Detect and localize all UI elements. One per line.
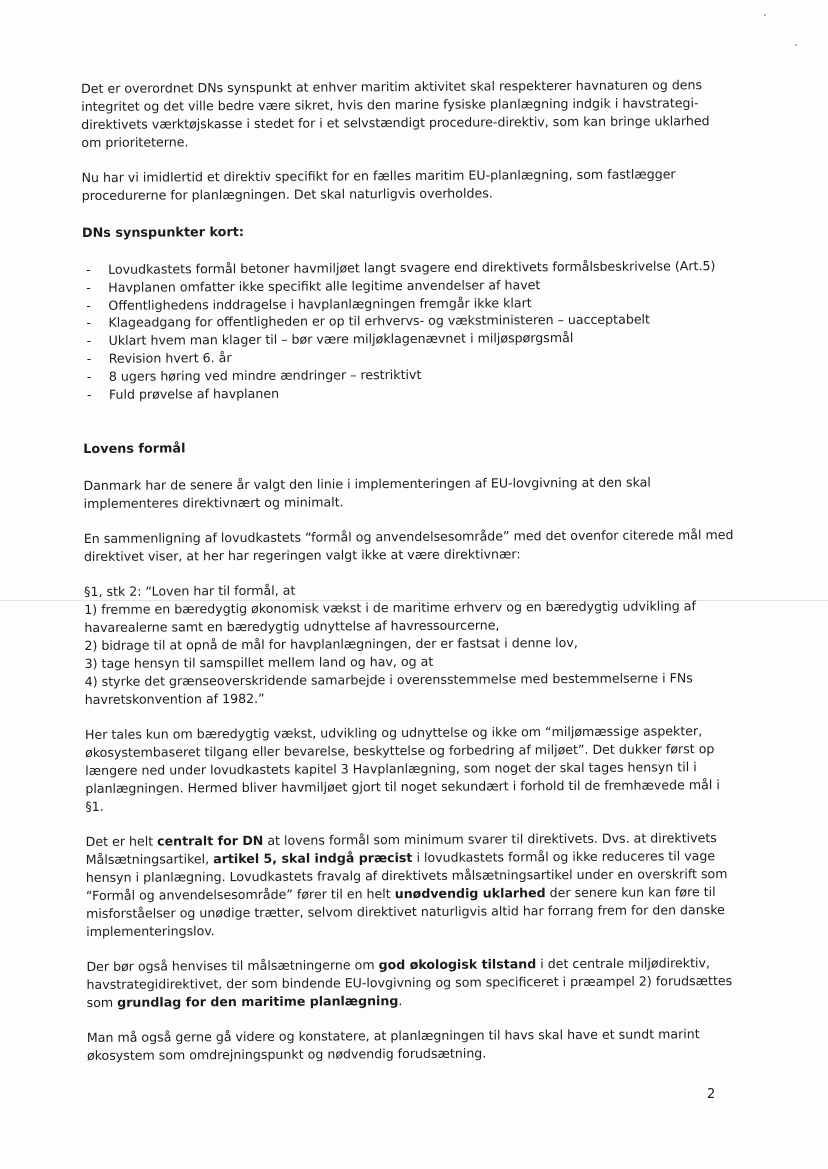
emphasis-planning-basis: grundlag for den maritime planlægning	[117, 993, 399, 1011]
page-body	[81, 76, 737, 1065]
text-run: der senere kun kan føre til misforståelser og unødige trætter, selvom direktivet naturligvis altid har forrang frem for den danske implementeringslov.	[86, 884, 725, 940]
list-item: - Revision hvert 6. år	[83, 346, 733, 368]
text-run: at lovens formål som minimum svarer til direktivets. Dvs. at direktivets Målsætningsartikel,	[85, 830, 717, 868]
emphasis-central: centralt for DN	[157, 833, 264, 849]
list-item: - Offentlighedens inddragelse i havplanlægningen fremgår ikke klart	[82, 293, 732, 315]
text-run: Det er helt	[85, 833, 158, 850]
list-item: - Havplanen omfatter ikke specifikt alle legitime anvendelser af havet	[82, 275, 732, 297]
list-item: - Fuld prøvelse af havplanen	[83, 382, 733, 404]
text-run: i det centrale miljødirektiv, havstrategidirektivet, der som bindende EU-lovgivning og som specificeret i præampel 2) forudsættes som	[86, 955, 733, 1011]
intro-paragraph-1: Det er overordnet DNs synspunkt at enhver maritim aktivitet skal respekterer havnaturen og dens integritet og det ville bedre være sikret, hvis den marine fysiske planlægning indgik i havstrategi-direktivets værktøjskasse i stedet for i et selvstændigt procedure-direktiv, som kan bringe uklarhed om prioriteterne.	[81, 77, 710, 150]
emphasis-article-5: artikel 5, skal indgå præcist	[213, 850, 413, 867]
quote-line: 4) styrke det grænseoverskridende samarbejde i overensstemmelse med bestemmelserne i FNs havretskonvention af 1982.”	[84, 670, 693, 708]
intro-paragraph-2: Nu har vi imidlertid et direktiv specifikt for en fælles maritim EU-planlægning, som fastlægger procedurerne for planlægningen. Det skal naturligvis overholdes.	[81, 166, 676, 203]
quote-line: 3) tage hensyn til samspillet mellem land og hav, og at	[84, 654, 434, 672]
purpose-paragraph-5	[86, 954, 736, 1012]
text-run: .	[398, 993, 403, 1009]
purpose-paragraph-3: Her tales kun om bæredygtig vækst, udvikling og udnyttelse og ikke om “miljømæssige aspekter, økosystembaseret tilgang eller bevarelse, beskyttelse og forbedring af miljøet”. Det dukker først op længere ned under lovudkastets kapitel 3 Havplanlægning, som noget der skal tages hensyn til i planlægningen. Hermed bliver havmiljøet gjort til noget sekundært i forhold til de fremhævede mål i §1.	[84, 723, 720, 815]
scan-speck	[795, 44, 797, 46]
purpose-paragraph-4	[86, 829, 737, 941]
list-item: - Lovudkastets formål betoner havmiljøet langt svagere end direktivets formålsbeskrivelse (Art.5)	[82, 257, 732, 279]
law-quote	[84, 579, 735, 709]
scan-speck	[764, 14, 766, 16]
summary-list	[82, 257, 733, 403]
emphasis-ecological-status: god økologisk tilstand	[378, 956, 537, 973]
quote-line: §1, stk 2: “Loven har til formål, at	[84, 583, 296, 600]
list-item: - 8 ugers høring ved mindre ændringer – restriktivt	[83, 364, 733, 386]
text-run: i lovudkastets formål og ikke reduceres til vage hensyn i planlægning. Lovudkastets fravalg af direktivets målsætningsartikel under en overskrift som “Formål og anvendelsesområde” fører til en helt	[85, 848, 728, 904]
list-item: - Uklart hvem man klager til – bør være miljøklagenævnet i miljøspørgsmål	[83, 328, 733, 350]
text-run: Der bør også henvises til målsætningerne om	[86, 957, 379, 975]
summary-heading: DNs synspunkter kort:	[81, 225, 245, 241]
purpose-paragraph-1: Danmark har de senere år valgt den linie i implementeringen af EU-lovgivning at den skal implementeres direktivnært og minimalt.	[83, 474, 651, 512]
quote-line: 1) fremme en bæredygtig økonomisk vækst i de maritime erhverv og en bæredygtig udvikling af havarealerne samt en bæredygtig udnyttelse af havressourcerne,	[84, 598, 696, 636]
purpose-paragraph-2: En sammenligning af lovudkastets “formål og anvendelsesområde” med det ovenfor citerede mål med direktivet viser, at her har regeringen valgt ikke at være direktivnær:	[83, 527, 734, 565]
list-item: - Klageadgang for offentligheden er op til erhvervs- og vækstministeren – uacceptabelt	[82, 310, 732, 332]
emphasis-unclear: unødvendig uklarhed	[394, 885, 546, 902]
page-number: 2	[707, 1087, 716, 1102]
purpose-paragraph-6: Man må også gerne gå videre og konstatere, at planlægningen til havs skal have et sundt marint økosystem som omdrejningspunkt og nødvendig forudsætning.	[86, 1026, 700, 1064]
quote-line: 2) bidrage til at opnå de mål for havplanlægningen, der er fastsat i denne lov,	[84, 635, 578, 654]
purpose-heading: Lovens formål	[83, 441, 186, 458]
